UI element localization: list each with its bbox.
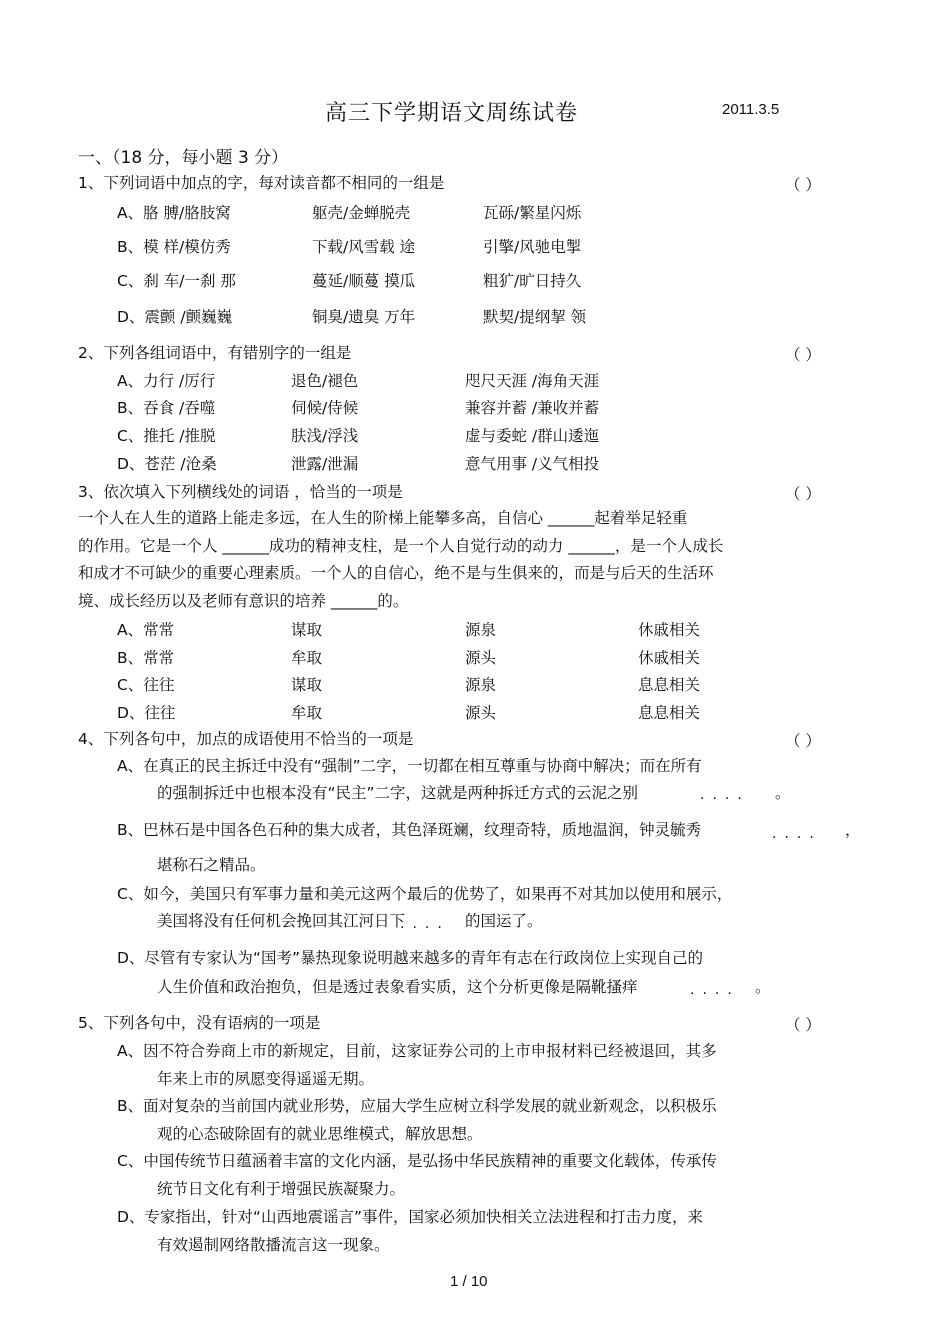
q3-option-d-3: 源头: [465, 704, 497, 722]
q2-answer-paren: （ ）: [785, 346, 821, 364]
q5-answer-paren: （ ）: [785, 1016, 821, 1034]
q3-option-c-1: C、往往: [117, 676, 175, 694]
q1-option-a-1: A、胳 膊/胳肢窝: [117, 204, 231, 222]
q4-option-c-line1: C、如今，美国只有军事力量和美元这两个最后的优势了，如果再不对其加以使用和展示，: [117, 885, 733, 903]
q3-passage-line: 一个人在人生的道路上能走多远，在人生的阶梯上能攀多高，自信心 ______起着举足轻重: [78, 509, 688, 527]
q3-option-d-1: D、往往: [117, 704, 176, 722]
q3-passage-line: 和成才不可缺少的重要心理素质。一个人的自信心，绝不是与生俱来的，而是与后天的生活环: [78, 564, 714, 582]
q2-option-c-2: 肤浅/浮浅: [291, 427, 359, 445]
q4-stem: 4、下列各句中，加点的成语使用不恰当的一项是: [78, 730, 414, 748]
q1-option-b-1: B、模 样/模仿秀: [117, 238, 231, 256]
q3-stem: 3、依次填入下列横线处的词语 ，恰当的一项是: [78, 483, 403, 501]
q5-option-b-line1: B、面对复杂的当前国内就业形势，应届大学生应树立科学发展的就业新观念，以积极乐: [117, 1097, 717, 1115]
q3-option-a-1: A、常常: [117, 621, 175, 639]
q5-option-c-line2: 统节日文化有利于增强民族凝聚力。: [157, 1180, 406, 1198]
q5-option-b-line2: 观的心态破除固有的就业思维模式，解放思想。: [157, 1125, 483, 1143]
q5-stem: 5、下列各句中，没有语病的一项是: [78, 1014, 321, 1032]
q4-option-c-end: 的国运了。: [465, 912, 543, 930]
q2-option-c-3: 虚与委蛇 /群山逶迤: [465, 427, 600, 445]
q1-option-a-3: 瓦砾/繁星闪烁: [483, 204, 582, 222]
q1-option-b-2: 下载/风雪载 途: [312, 238, 416, 256]
q3-option-c-2: 谋取: [291, 676, 323, 694]
q3-option-a-4: 休戚相关: [638, 621, 701, 639]
q2-option-d-3: 意气用事 /义气相投: [465, 455, 600, 473]
q5-option-d-line2: 有效遏制网络散播流言这一现象。: [157, 1236, 390, 1254]
q2-option-c-1: C、推托 /推脱: [117, 427, 216, 445]
q4-option-a-end: 。: [775, 784, 791, 802]
q3-option-b-4: 休戚相关: [638, 649, 701, 667]
q1-option-c-2: 蔓延/顺蔓 摸瓜: [312, 272, 416, 290]
emphasis-dots: ....: [772, 826, 822, 842]
q2-option-a-3: 咫尺天涯 /海角天涯: [465, 372, 600, 390]
q3-option-c-3: 源泉: [465, 676, 497, 694]
q3-passage-line: 的作用。它是一个人 ______成功的精神支柱，是一个人自觉行动的动力 ______，是一个人成长: [78, 537, 724, 555]
q5-option-d-line1: D、专家指出，针对“山西地震谣言”事件，国家必须加快相关立法进程和打击力度，来: [117, 1208, 703, 1226]
q4-option-c-line2: 美国将没有任何机会挽回其江河日下: [157, 912, 406, 930]
q5-option-a-line1: A、因不符合券商上市的新规定，目前，这家证券公司的上市申报材料已经被退回，其多: [117, 1042, 717, 1060]
q1-stem: 1、下列词语中加点的字，每对读音都不相同的一组是: [78, 174, 445, 192]
q2-option-a-1: A、力行 /厉行: [117, 372, 216, 390]
q2-option-b-2: 伺候/侍候: [291, 399, 359, 417]
q1-option-c-1: C、刹 车/一刹 那: [117, 272, 236, 290]
q4-option-b-line1: B、巴林石是中国各色石种的集大成者，其色泽斑斓，纹理奇特，质地温润，钟灵毓秀: [117, 821, 702, 839]
q3-option-d-2: 牟取: [291, 704, 323, 722]
q5-option-c-line1: C、中国传统节日蕴涵着丰富的文化内涵，是弘扬中华民族精神的重要文化载体，传承传: [117, 1152, 717, 1170]
q2-option-d-2: 泄露/泄漏: [291, 455, 359, 473]
q1-option-d-3: 默契/提纲挈 领: [483, 308, 587, 326]
q4-option-d-line1: D、尽管有专家认为“国考”暴热现象说明越来越多的青年有志在行政岗位上实现自己的: [117, 949, 703, 967]
q4-option-b-line2: 堪称石之精品。: [157, 856, 266, 874]
q2-option-d-1: D、苍茫 /沧桑: [117, 455, 217, 473]
q3-option-b-2: 牟取: [291, 649, 323, 667]
q3-option-c-4: 息息相关: [638, 676, 701, 694]
q1-option-b-3: 引擎/风驰电掣: [483, 238, 582, 256]
q4-option-b-end: ，: [845, 821, 861, 839]
page-number: 1 / 10: [450, 1273, 488, 1290]
section-heading: 一、（18 分，每小题 3 分）: [78, 148, 289, 168]
q3-option-d-4: 息息相关: [638, 704, 701, 722]
q1-option-d-1: D、震颤 /颤巍巍: [117, 308, 233, 326]
q1-option-a-2: 躯壳/金蝉脱壳: [312, 204, 411, 222]
emphasis-dots: ....: [400, 916, 450, 932]
q1-option-c-3: 粗犷/旷日持久: [483, 272, 582, 290]
q5-option-a-line2: 年来上市的夙愿变得遥遥无期。: [157, 1070, 375, 1088]
q4-answer-paren: （ ）: [785, 732, 821, 750]
q4-option-d-line2: 人生价值和政治抱负，但是透过表象看实质，这个分析更像是隔靴搔痒: [157, 978, 638, 996]
q3-answer-paren: （ ）: [785, 485, 821, 503]
page-title: 高三下学期语文周练试卷: [325, 101, 579, 126]
q3-option-b-1: B、常常: [117, 649, 175, 667]
q4-option-a-line1: A、在真正的民主拆迁中没有“强制”二字，一切都在相互尊重与协商中解决；而在所有: [117, 757, 702, 775]
q4-option-a-line2: 的强制拆迁中也根本没有“民主”二字，这就是两种拆迁方式的云泥之别: [157, 784, 639, 802]
emphasis-dots: ....: [700, 787, 750, 803]
emphasis-dots: ....: [690, 982, 740, 998]
date: 2011.3.5: [722, 101, 780, 118]
q4-option-d-end: 。: [755, 978, 771, 996]
q2-stem: 2、下列各组词语中，有错别字的一组是: [78, 344, 352, 362]
q1-option-d-2: 铜臭/遗臭 万年: [312, 308, 416, 326]
q2-option-a-2: 退色/褪色: [291, 372, 359, 390]
q2-option-b-3: 兼容并蓄 /兼收并蓄: [465, 399, 600, 417]
q2-option-b-1: B、吞食 /吞噬: [117, 399, 216, 417]
q3-option-a-3: 源泉: [465, 621, 497, 639]
q1-answer-paren: （ ）: [785, 176, 821, 194]
q3-option-a-2: 谋取: [291, 621, 323, 639]
q3-option-b-3: 源头: [465, 649, 497, 667]
q3-passage-line: 境、成长经历以及老师有意识的培养 ______的。: [78, 592, 409, 610]
